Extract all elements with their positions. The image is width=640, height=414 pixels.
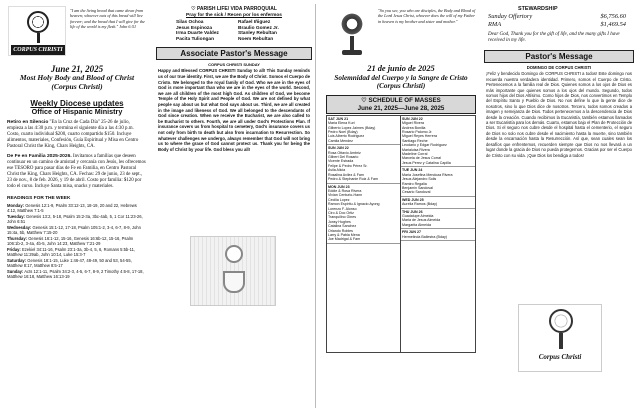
left-column — [4, 4, 150, 408]
heart-icon: ♡ — [361, 97, 369, 105]
schedule-intention: Maria Josefina Mendoza Rivera — [402, 172, 453, 177]
corpus-christi-logo — [8, 6, 66, 56]
stewardship-column — [482, 4, 636, 408]
schedule-intention: Jonsy Hughes — [328, 219, 351, 224]
schedule-intention: Aurelia Ramos (Bday) — [402, 202, 438, 207]
schedule-intention: Camila Mendez — [328, 138, 353, 143]
schedule-intention: Lorenzo F. Alonso — [328, 206, 357, 211]
corpus-christi-bottom-logo — [518, 304, 602, 372]
schedule-intention: Marcela de Jesus Corral — [402, 156, 441, 161]
monstrance-stem — [350, 36, 354, 50]
schedule-day: MON JUN 23 — [328, 184, 350, 189]
reading-text: Genesis 13:2, 5-18, Psalm 15:2-3a, 3bc-4ab, 5, 1 Cor 11:23-26, John 6:51 — [7, 214, 143, 225]
scripture-quote: "I am the living bread that came down from heaven; whoever eats of this bread will live forever; and the bread that I will give for the life of the world is my flesh." John 6:51 — [70, 8, 145, 29]
rma-label: RMA — [488, 21, 502, 28]
schedule-range: June 21, 2025—June 28, 2025 — [357, 104, 445, 112]
schedule-intention: Ciro & Doc Ortiz — [328, 210, 354, 215]
pastor-subheading: DOMINGO DE CORPUS CHRISTI — [526, 65, 592, 71]
schedule-day: FRI JUN 27 — [402, 230, 421, 235]
schedule-intention: Catalina Sanchez — [328, 224, 357, 229]
diocese-heading: Weekly Diocese updates — [30, 99, 124, 109]
bottom-logo-text: Corpus Christi — [538, 353, 582, 361]
scripture-quote-2: "So you see, you who are disciples, the Body and Blood of the Lord Jesus Christ, whoever does the will of my Father in heaven is my brother and sister and mother." — [378, 8, 476, 24]
reading-text: Ezekiel 34:11-16, Psalm 23:1-3a, 3b-4, 5, 6, Romans 5:5b-11, Matthew 11:29ab, John 10:14, Luke 15:3-7 — [7, 247, 136, 258]
bulletin-left-page — [2, 4, 316, 408]
reading-item — [7, 203, 147, 214]
diocese-subheading: Office of Hispanic Ministry — [31, 107, 123, 117]
schedule-intention: Joe Madrigal & Fam — [328, 237, 361, 242]
schedule-column — [322, 4, 480, 408]
logo-banner: CORPUS CHRISTI — [11, 45, 65, 55]
sick-name: Jesus Espinoza — [176, 25, 212, 31]
reading-text: Acts 12:1-11, Psalm 34:2-3, 4-5, 6-7, 8-9, 2 Timothy 4:6-8, 17-18, Matthew 16:18, Matthew 16:13-19 — [7, 269, 144, 280]
sick-name: Pacita Tuliongan — [176, 36, 215, 42]
schedule-day: SUN JUN 22 — [402, 116, 423, 121]
reading-text: Genesis 15:1-12, 17-18, Psalm 105:1-2, 3-4, 6-7, 8-9, John 15:4a, 5b, Matthew 7:15-20 — [7, 225, 141, 236]
schedule-feast-title: Solemnidad del Cuerpo y la Sangre de Cristo (Corpus Christi) — [334, 73, 468, 90]
retiro-announcement — [4, 116, 150, 150]
reading-day: Friday: — [7, 247, 21, 253]
sick-names-list — [154, 19, 314, 42]
schedule-intention: Tranquilino Gines — [328, 215, 357, 220]
schedule-intention: Guadalupe Almeida — [402, 213, 434, 218]
fe-text: Invitamos a familias que deseen continuar en un camino de amistad y cercanía con Jesús, les ofrecemos ese TESORO para pasar días de Fe en Familia, en Centro Pastoral Christ the King, Chars Heights, CA. Fechas: 29 de junio, 23 de sept., 23 de nov., 8 de feb. 2026, y 19 de abril. Costo por familia: $120 por todo el curso. Incluye Santa misa, snacks y materiales. — [7, 154, 146, 190]
schedule-day-block — [401, 116, 475, 167]
reading-day: Monday: — [7, 203, 25, 209]
schedule-intention: Leodario y Edgar Rodriguez — [402, 143, 447, 148]
sick-name: Braulio Gomez Jr. — [238, 25, 279, 31]
schedule-day-block — [327, 116, 400, 145]
schedule-date: 21 de junio de 2025 — [367, 64, 435, 73]
schedule-intention: Eddie & Rosa Rivera — [328, 188, 362, 193]
schedule-day-block — [401, 197, 475, 209]
thanks-prayer: Dear God, Thank you for the gift of life, and the many gifts I have received in my life. — [488, 32, 620, 44]
associate-pastor-heading: Associate Pastor's Message — [156, 47, 312, 60]
fe-announcement — [4, 150, 150, 190]
offertory-value: $6,756.60 — [600, 13, 626, 20]
reading-text: Genesis 12:1-9, Psalm 33:12-13, 18-19, 20 and 22, Hebrews 4:12, Matthew 7:1-5 — [7, 203, 137, 214]
schedule-intention: Margarita Almeida — [402, 222, 431, 227]
reading-text: Genesis 16:1-12, 15-16, Genesis 16:6b-12, 15-16, Psalm 106:1b-2, 3-4a, 4b-5, John 14:23, Matthew 7:21-29 — [7, 236, 134, 247]
reading-item — [7, 236, 147, 247]
schedule-intention: Santiago Reche — [402, 138, 428, 143]
schedule-intention: Gilbert Del Rosario — [328, 155, 359, 160]
rma-row — [482, 21, 636, 29]
monstrance-stem — [559, 333, 563, 349]
schedule-intention: Cesario Sandoval — [402, 190, 431, 195]
schedule-right-column — [401, 116, 475, 352]
reading-day: Wednesday: — [7, 225, 32, 231]
monstrance-image — [332, 10, 372, 58]
reading-item — [7, 214, 147, 225]
schedule-intention: Orlando Robles — [328, 228, 353, 233]
rma-value: $1,469.54 — [600, 21, 626, 28]
schedule-intention: Miguel Reyes Herrera — [402, 134, 437, 139]
schedule-day-block — [327, 145, 400, 183]
schedule-intention: Rosa Ottavio Ambriz — [328, 150, 361, 155]
pastor-body: ¡Feliz y bendecido Domingo de CORPUS CHRISTI a todos! Este domingo nos recuerda nuestra verdadera identidad. Primero, somos el Cuerpo de Cristo. Pertenecemos a la familia real de Dios. Quienes somos a los ojos de Dios es más importante que quienes somos a los ojos del mundo. Segundo, todos somos hijos del Dios Altísimo. Como hijos de Dios, nos convertimos en Templo del Espíritu Santo y Pueblo de Dios. No nos define lo que la gente dice de nosotros, sino lo que Dios dice de nosotros. Tercero, todos somos creados a imagen y semejanza de Dios. Todos pertenecemos a la descendencia de Dios desde la creación. Cuando recibimos la Eucaristía, también estamos llamados a ser Eucaristía para los demás. Cuarto, estamos bajo el Plan de Protección de Dios. Si el seguro nos cubre desde el hospital hasta el cementerio, el seguro de Dios no solo nos cubre desde el nacimiento hasta la muerte, sino también desde la encarnación hasta la Resurrección. Así que, sean cuales sean los desafíos que enfrentemos, recuerden siempre que Dios no nos llevará a un lugar donde la gracia de Dios no pueda protegernos. Gracias por ser el Cuerpo de Cristo con su vida. ¡Que Dios los bendiga a todos! — [486, 71, 632, 158]
schedule-intention: Marialuisa Rivera — [402, 147, 430, 152]
schedule-intention: Larry & Pabla Mena — [328, 232, 360, 237]
offertory-row — [482, 13, 636, 21]
schedule-day-block — [401, 167, 475, 196]
schedule-day: THU JUN 26 — [402, 209, 423, 214]
bulletin-date: June 21, 2025 — [50, 64, 104, 74]
schedule-intention: Avila Alicia — [328, 168, 346, 173]
parish-heart-icon: ♡ — [191, 6, 197, 12]
schedule-intention: Rosario Palomo Jr. — [402, 130, 433, 135]
schedule-day: SUN JUN 22 — [328, 146, 349, 151]
chalice-icon — [223, 271, 245, 293]
sick-name: Noem Rebultan — [238, 36, 274, 42]
stewardship-heading: STEWARDSHIP — [518, 6, 558, 12]
readings-heading: READINGS FOR THE WEEK — [7, 196, 71, 202]
sick-name: Irma Duarte Valdez — [176, 31, 219, 37]
associate-body: Happy and Blessed CORPUS CHRISTI Sunday to all! This Sunday reminds us of our true identity. First, we are the Body of Christ. Somos el Cuerpo de Cristo. We belonged to the royal family of God. Who we are in the eyes of God is more important than who we are in the eyes of the world. Second, we are all children of the most high God. As children of God, we become Temple of the Holy Spirit and People of God. We are not defined by what people say about us but what God says about us. Third, we are all created in the image and likeness of God. We all belonged to the descendants of God since creation. When we receive the Eucharist, we are also called to be Eucharist to others. Fourth, we are all under God's Protections Plan. If insurance covers us from hospital to cemetery, God's insurance covers us not only from birth to death but also from incarnation to Resurrection. So whatever challenges we undergo, always remember that God will not bring us to where the grace of God cannot protect us. Thank you for being the Body of Christ by your life. God bless you all! — [158, 68, 310, 152]
retiro-text: "En la Cruz de Cada Día" 25-26 de julio, empieza a las 4:30 p.m. y termina el siguiente día a las 4:30 p.m. Costo, cuarto individual $200, cuarto compartido $150. Incluye alimentos, materiales, Confesión, Guía Espiritual y Misa en Centro Pastoral Christ the King, Chars Heights, CA. — [7, 120, 139, 150]
monstrance-base — [342, 50, 362, 55]
retiro-title: Retiro en Silencio — [7, 120, 49, 126]
header-area — [4, 4, 150, 60]
bulletin-right-page — [322, 4, 636, 408]
eucharist-illustration — [190, 236, 276, 306]
schedule-day-block — [401, 209, 475, 230]
feast-title: Most Holy Body and Blood of Christ (Corpus Christi) — [19, 73, 135, 91]
schedule-day-block — [327, 184, 400, 244]
fe-title: De Fe en Familia 2025-2026. — [7, 154, 72, 160]
monstrance-icon — [340, 12, 364, 36]
reading-day: Tuesday: — [7, 214, 25, 220]
schedule-intention: Gilberto Lopez Jaimes (Bday) — [328, 125, 376, 130]
schedule-day: TUE JUN 24 — [402, 168, 423, 173]
schedule-table — [326, 115, 476, 353]
reading-item — [7, 225, 147, 236]
schedule-intention: Benjamin Sandoval — [402, 185, 433, 190]
parish-life-heading: ♡ PARISH LIFE/ VIDA PARROQUIAL — [191, 6, 277, 12]
pray-heading: Pray for the sick / Recen por los enfermos — [186, 13, 282, 18]
reading-item — [7, 258, 147, 269]
schedule-intention: Pedro & Stephanie Ruiz & Fam — [328, 177, 378, 182]
sick-name: Rafael Iñiguez — [238, 20, 271, 25]
schedule-heading: ♡ SCHEDULE OF MASSES — [361, 97, 441, 105]
reading-day: Thursday: — [7, 236, 28, 242]
monstrance-sun-icon — [549, 309, 573, 333]
schedule-day: WED JUN 25 — [402, 197, 424, 202]
readings-list — [4, 203, 150, 280]
schedule-intention: Luis Alberto Rodriguez — [328, 134, 365, 139]
offertory-label: Sunday Offertory — [488, 13, 533, 20]
schedule-heading-box — [326, 95, 476, 113]
schedule-intention: Ramiro Regalia — [402, 181, 427, 186]
schedule-day-block — [401, 229, 475, 241]
reading-item — [7, 247, 147, 258]
schedule-intention: Hermelinda Ballestra (Bday) — [402, 234, 447, 239]
sick-name: Stanley Rebultan — [238, 31, 277, 37]
sick-name: Silas Ochoa — [176, 20, 204, 25]
schedule-left-column — [327, 116, 401, 352]
schedule-intention: Miguel Rivera — [402, 121, 424, 126]
schedule-intention: Maria Elena Kuri — [328, 121, 355, 126]
monstrance-stem — [37, 33, 40, 43]
right-column — [154, 4, 314, 408]
reading-day: Saturday: — [7, 258, 27, 264]
schedule-intention: Jesus Alejandro Solis — [402, 177, 437, 182]
schedule-intention: Maria de Jesus Almeida — [402, 218, 441, 223]
schedule-intention: Vivian Centurio-Hann — [328, 193, 363, 198]
schedule-day: SAT JUN 21 — [328, 116, 349, 121]
schedule-intention: Felipe & Pedro Pérez Sr. — [328, 163, 368, 168]
reading-item — [7, 269, 147, 280]
schedule-intention: Cecilia Lopez — [328, 197, 350, 202]
schedule-intention: Ramon Espiritu & Ignacio Ayong — [328, 202, 380, 207]
host-icon — [225, 245, 243, 263]
schedule-intention: Jesus Perez y Catalina Capilla — [402, 160, 451, 165]
schedule-intention: Andrea Bonilla — [402, 125, 426, 130]
schedule-intention: Rosalina Avilez & Fam — [328, 172, 364, 177]
schedule-intention: Madeline Corral — [402, 152, 428, 157]
associate-subheading: CORPUS CHRISTI SUNDAY — [208, 62, 260, 68]
pastor-heading: Pastor's Message — [484, 50, 634, 63]
monstrance-icon — [27, 11, 49, 33]
reading-text: Genesis 18:1-15, Luke 1:46-47, 48-49, 50 and 53, 54-55, Matthew 8:17, Matthew 8:5-17 — [7, 258, 132, 269]
schedule-intention: Pedro Noel (Bday) — [328, 130, 358, 135]
schedule-intention: Vicente Estrada — [328, 159, 354, 164]
schedule-header-area — [322, 4, 480, 64]
reading-day: Sunday: — [7, 269, 24, 275]
